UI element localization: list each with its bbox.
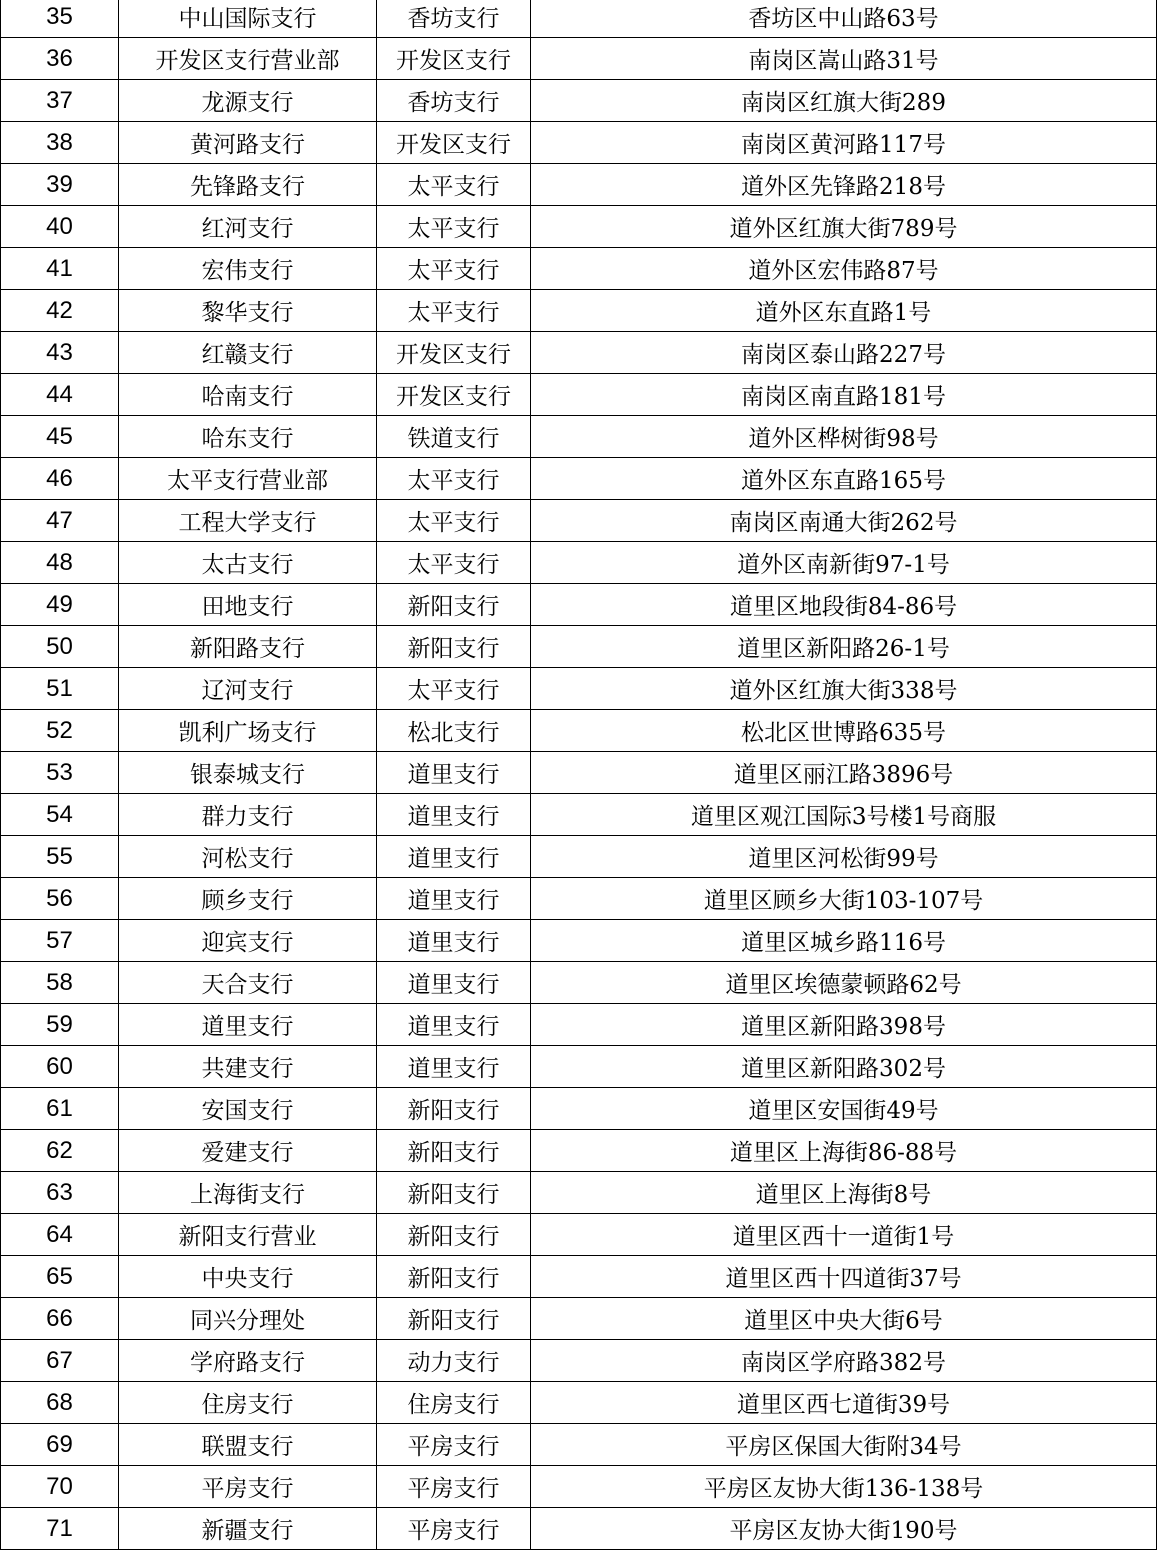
- branch-address-cell: 道里区上海街8号: [531, 1172, 1157, 1214]
- parent-branch-cell: 道里支行: [377, 878, 531, 920]
- branch-name-cell: 学府路支行: [119, 1340, 377, 1382]
- parent-branch-cell: 道里支行: [377, 1004, 531, 1046]
- parent-branch-cell: 开发区支行: [377, 374, 531, 416]
- row-number-cell: 70: [1, 1466, 119, 1508]
- table-row: [1, 1424, 1157, 1466]
- table-row: [1, 794, 1157, 836]
- branch-name-cell: 开发区支行营业部: [119, 38, 377, 80]
- branch-address-cell: 道里区丽江路3896号: [531, 752, 1157, 794]
- branch-address-cell: 南岗区南通大街262号: [531, 500, 1157, 542]
- parent-branch-cell: 开发区支行: [377, 38, 531, 80]
- branch-address-cell: 道里区新阳路398号: [531, 1004, 1157, 1046]
- row-number-cell: 47: [1, 500, 119, 542]
- table-row: [1, 1088, 1157, 1130]
- branch-address-cell: 平房区友协大街136-138号: [531, 1466, 1157, 1508]
- row-number-cell: 54: [1, 794, 119, 836]
- parent-branch-cell: 太平支行: [377, 206, 531, 248]
- branch-address-cell: 道里区地段街84-86号: [531, 584, 1157, 626]
- branch-address-cell: 平房区友协大街190号: [531, 1508, 1157, 1550]
- branch-name-cell: 工程大学支行: [119, 500, 377, 542]
- table-row: [1, 1382, 1157, 1424]
- branch-name-cell: 新疆支行: [119, 1508, 377, 1550]
- branch-name-cell: 新阳路支行: [119, 626, 377, 668]
- table-row: [1, 1172, 1157, 1214]
- parent-branch-cell: 道里支行: [377, 794, 531, 836]
- parent-branch-cell: 平房支行: [377, 1508, 531, 1550]
- row-number-cell: 40: [1, 206, 119, 248]
- row-number-cell: 50: [1, 626, 119, 668]
- table-row: [1, 836, 1157, 878]
- branch-table-body: [1, 0, 1157, 1550]
- branch-name-cell: 红河支行: [119, 206, 377, 248]
- table-row: [1, 248, 1157, 290]
- parent-branch-cell: 新阳支行: [377, 1214, 531, 1256]
- branch-address-cell: 道外区红旗大街338号: [531, 668, 1157, 710]
- branch-address-cell: 南岗区南直路181号: [531, 374, 1157, 416]
- branch-name-cell: 太古支行: [119, 542, 377, 584]
- branch-address-cell: 香坊区中山路63号: [531, 0, 1157, 38]
- row-number-cell: 67: [1, 1340, 119, 1382]
- parent-branch-cell: 平房支行: [377, 1466, 531, 1508]
- branch-name-cell: 顾乡支行: [119, 878, 377, 920]
- branch-address-cell: 道里区新阳路26-1号: [531, 626, 1157, 668]
- branch-address-cell: 道外区先锋路218号: [531, 164, 1157, 206]
- branch-name-cell: 道里支行: [119, 1004, 377, 1046]
- branch-address-cell: 道里区安国街49号: [531, 1088, 1157, 1130]
- parent-branch-cell: 太平支行: [377, 290, 531, 332]
- table-row: [1, 1298, 1157, 1340]
- branch-name-cell: 哈东支行: [119, 416, 377, 458]
- parent-branch-cell: 新阳支行: [377, 1088, 531, 1130]
- row-number-cell: 51: [1, 668, 119, 710]
- branch-name-cell: 迎宾支行: [119, 920, 377, 962]
- row-number-cell: 48: [1, 542, 119, 584]
- table-row: [1, 458, 1157, 500]
- row-number-cell: 44: [1, 374, 119, 416]
- parent-branch-cell: 开发区支行: [377, 332, 531, 374]
- row-number-cell: 61: [1, 1088, 119, 1130]
- parent-branch-cell: 太平支行: [377, 458, 531, 500]
- parent-branch-cell: 香坊支行: [377, 80, 531, 122]
- parent-branch-cell: 新阳支行: [377, 626, 531, 668]
- branch-address-cell: 道里区埃德蒙顿路62号: [531, 962, 1157, 1004]
- table-row: [1, 1508, 1157, 1550]
- parent-branch-cell: 新阳支行: [377, 1130, 531, 1172]
- branch-name-cell: 宏伟支行: [119, 248, 377, 290]
- table-row: [1, 206, 1157, 248]
- branch-address-cell: 松北区世博路635号: [531, 710, 1157, 752]
- row-number-cell: 58: [1, 962, 119, 1004]
- branch-address-cell: 道里区城乡路116号: [531, 920, 1157, 962]
- row-number-cell: 53: [1, 752, 119, 794]
- row-number-cell: 43: [1, 332, 119, 374]
- branch-name-cell: 爱建支行: [119, 1130, 377, 1172]
- table-row: [1, 38, 1157, 80]
- row-number-cell: 36: [1, 38, 119, 80]
- branch-address-cell: 道里区西十四道街37号: [531, 1256, 1157, 1298]
- parent-branch-cell: 平房支行: [377, 1424, 531, 1466]
- parent-branch-cell: 铁道支行: [377, 416, 531, 458]
- table-row: [1, 1466, 1157, 1508]
- parent-branch-cell: 太平支行: [377, 668, 531, 710]
- table-row: [1, 500, 1157, 542]
- table-row: [1, 416, 1157, 458]
- row-number-cell: 39: [1, 164, 119, 206]
- branch-address-cell: 道外区东直路165号: [531, 458, 1157, 500]
- branch-name-cell: 红赣支行: [119, 332, 377, 374]
- row-number-cell: 49: [1, 584, 119, 626]
- parent-branch-cell: 太平支行: [377, 500, 531, 542]
- parent-branch-cell: 新阳支行: [377, 1172, 531, 1214]
- branch-name-cell: 天合支行: [119, 962, 377, 1004]
- branch-address-cell: 道外区南新街97-1号: [531, 542, 1157, 584]
- row-number-cell: 41: [1, 248, 119, 290]
- branch-name-cell: 联盟支行: [119, 1424, 377, 1466]
- branch-name-cell: 哈南支行: [119, 374, 377, 416]
- table-row: [1, 878, 1157, 920]
- table-row: [1, 584, 1157, 626]
- branch-name-cell: 住房支行: [119, 1382, 377, 1424]
- branch-name-cell: 群力支行: [119, 794, 377, 836]
- branch-name-cell: 太平支行营业部: [119, 458, 377, 500]
- branch-name-cell: 中央支行: [119, 1256, 377, 1298]
- row-number-cell: 55: [1, 836, 119, 878]
- branch-name-cell: 银泰城支行: [119, 752, 377, 794]
- branch-address-cell: 南岗区红旗大街289: [531, 80, 1157, 122]
- branch-name-cell: 田地支行: [119, 584, 377, 626]
- branch-address-cell: 道里区顾乡大街103-107号: [531, 878, 1157, 920]
- row-number-cell: 52: [1, 710, 119, 752]
- branch-address-cell: 道里区西七道街39号: [531, 1382, 1157, 1424]
- row-number-cell: 60: [1, 1046, 119, 1088]
- branch-name-cell: 平房支行: [119, 1466, 377, 1508]
- branch-name-cell: 黄河路支行: [119, 122, 377, 164]
- row-number-cell: 46: [1, 458, 119, 500]
- parent-branch-cell: 新阳支行: [377, 1256, 531, 1298]
- table-row: [1, 920, 1157, 962]
- branch-address-cell: 道里区上海街86-88号: [531, 1130, 1157, 1172]
- parent-branch-cell: 太平支行: [377, 248, 531, 290]
- parent-branch-cell: 道里支行: [377, 1046, 531, 1088]
- branch-address-cell: 南岗区学府路382号: [531, 1340, 1157, 1382]
- branch-address-cell: 道里区西十一道街1号: [531, 1214, 1157, 1256]
- row-number-cell: 66: [1, 1298, 119, 1340]
- branch-address-cell: 道外区红旗大街789号: [531, 206, 1157, 248]
- branch-address-cell: 道里区新阳路302号: [531, 1046, 1157, 1088]
- table-row: [1, 122, 1157, 164]
- table-row: [1, 626, 1157, 668]
- branch-name-cell: 安国支行: [119, 1088, 377, 1130]
- row-number-cell: 64: [1, 1214, 119, 1256]
- branch-address-cell: 道里区中央大街6号: [531, 1298, 1157, 1340]
- table-row: [1, 374, 1157, 416]
- parent-branch-cell: 太平支行: [377, 542, 531, 584]
- table-row: [1, 332, 1157, 374]
- table-row: [1, 1046, 1157, 1088]
- row-number-cell: 68: [1, 1382, 119, 1424]
- table-row: [1, 542, 1157, 584]
- branch-address-cell: 道里区观江国际3号楼1号商服: [531, 794, 1157, 836]
- branch-address-cell: 道外区东直路1号: [531, 290, 1157, 332]
- parent-branch-cell: 动力支行: [377, 1340, 531, 1382]
- row-number-cell: 59: [1, 1004, 119, 1046]
- row-number-cell: 57: [1, 920, 119, 962]
- branch-name-cell: 上海街支行: [119, 1172, 377, 1214]
- parent-branch-cell: 香坊支行: [377, 0, 531, 38]
- branch-address-cell: 南岗区泰山路227号: [531, 332, 1157, 374]
- branch-name-cell: 共建支行: [119, 1046, 377, 1088]
- table-row: [1, 962, 1157, 1004]
- branch-name-cell: 中山国际支行: [119, 0, 377, 38]
- branch-name-cell: 新阳支行营业: [119, 1214, 377, 1256]
- row-number-cell: 42: [1, 290, 119, 332]
- branch-name-cell: 凯利广场支行: [119, 710, 377, 752]
- branch-name-cell: 先锋路支行: [119, 164, 377, 206]
- table-row: [1, 1130, 1157, 1172]
- table-row: [1, 710, 1157, 752]
- branch-address-cell: 道外区桦树街98号: [531, 416, 1157, 458]
- row-number-cell: 38: [1, 122, 119, 164]
- table-row: [1, 752, 1157, 794]
- branch-address-cell: 平房区保国大街附34号: [531, 1424, 1157, 1466]
- row-number-cell: 65: [1, 1256, 119, 1298]
- branch-name-cell: 辽河支行: [119, 668, 377, 710]
- table-row: [1, 668, 1157, 710]
- table-row: [1, 80, 1157, 122]
- parent-branch-cell: 开发区支行: [377, 122, 531, 164]
- row-number-cell: 56: [1, 878, 119, 920]
- row-number-cell: 35: [1, 0, 119, 38]
- branch-address-cell: 南岗区黄河路117号: [531, 122, 1157, 164]
- table-row: [1, 0, 1157, 38]
- table-row: [1, 1004, 1157, 1046]
- parent-branch-cell: 新阳支行: [377, 584, 531, 626]
- branch-name-cell: 龙源支行: [119, 80, 377, 122]
- row-number-cell: 63: [1, 1172, 119, 1214]
- table-row: [1, 1340, 1157, 1382]
- parent-branch-cell: 道里支行: [377, 752, 531, 794]
- parent-branch-cell: 住房支行: [377, 1382, 531, 1424]
- branch-address-cell: 道外区宏伟路87号: [531, 248, 1157, 290]
- row-number-cell: 37: [1, 80, 119, 122]
- table-row: [1, 1256, 1157, 1298]
- branch-address-cell: 道里区河松街99号: [531, 836, 1157, 878]
- row-number-cell: 45: [1, 416, 119, 458]
- table-row: [1, 164, 1157, 206]
- branch-address-cell: 南岗区嵩山路31号: [531, 38, 1157, 80]
- row-number-cell: 62: [1, 1130, 119, 1172]
- parent-branch-cell: 道里支行: [377, 836, 531, 878]
- branch-name-cell: 河松支行: [119, 836, 377, 878]
- table-row: [1, 1214, 1157, 1256]
- parent-branch-cell: 松北支行: [377, 710, 531, 752]
- row-number-cell: 69: [1, 1424, 119, 1466]
- parent-branch-cell: 道里支行: [377, 962, 531, 1004]
- row-number-cell: 71: [1, 1508, 119, 1550]
- parent-branch-cell: 太平支行: [377, 164, 531, 206]
- parent-branch-cell: 新阳支行: [377, 1298, 531, 1340]
- table-row: [1, 290, 1157, 332]
- branch-name-cell: 同兴分理处: [119, 1298, 377, 1340]
- parent-branch-cell: 道里支行: [377, 920, 531, 962]
- branch-name-cell: 黎华支行: [119, 290, 377, 332]
